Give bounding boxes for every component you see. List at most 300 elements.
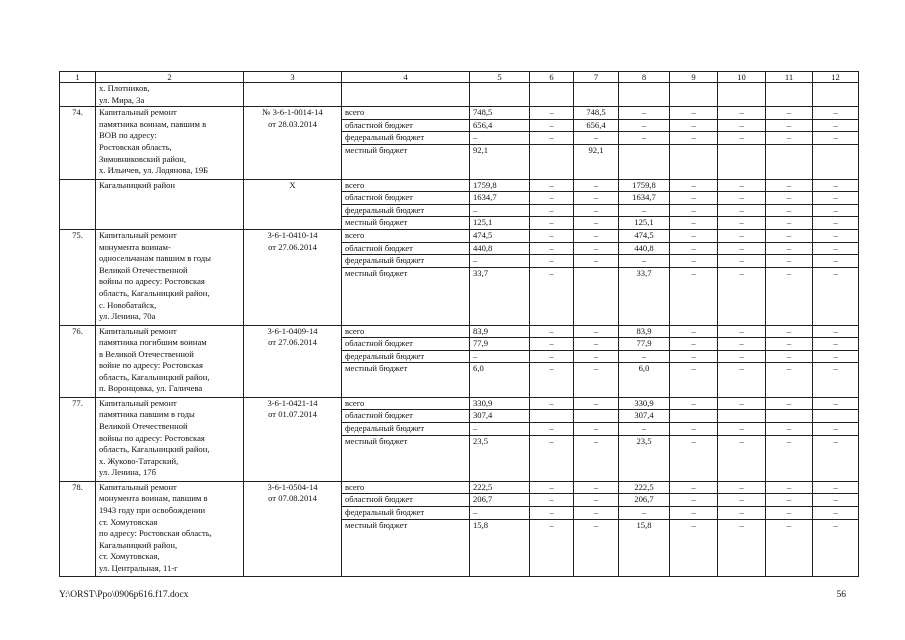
- year-value: –: [766, 363, 813, 398]
- document-reference: [244, 179, 342, 229]
- budget-row: [60, 179, 859, 192]
- total-value: 440,8: [470, 242, 530, 255]
- year-value: –: [530, 338, 574, 351]
- description-line: ст. Хомутовская: [99, 516, 158, 527]
- year-value: –: [574, 363, 619, 398]
- document-reference: [244, 107, 342, 179]
- year-value: –: [530, 242, 574, 255]
- description-line: Кагальницкий район: [99, 179, 175, 190]
- year-value: –: [718, 192, 766, 205]
- year-value: –: [718, 350, 766, 363]
- year-value: –: [530, 132, 574, 145]
- description-line: ст. Хомутовская,: [99, 551, 160, 562]
- funding-source: областной бюджет: [342, 119, 470, 132]
- year-value: –: [530, 435, 574, 481]
- funding-source: местный бюджет: [342, 519, 470, 577]
- funding-source: местный бюджет: [342, 267, 470, 325]
- year-value: –: [813, 494, 859, 507]
- year-value: –: [766, 229, 813, 242]
- total-value: 125,1: [470, 217, 530, 230]
- year-value: 83,9: [619, 325, 670, 338]
- year-value: –: [718, 325, 766, 338]
- total-value: 656,4: [470, 119, 530, 132]
- document-line: № 3-6-1-0014-14: [262, 107, 323, 118]
- year-value: [766, 144, 813, 179]
- year-value: –: [574, 179, 619, 192]
- year-value: –: [766, 350, 813, 363]
- funding-source: всего: [342, 325, 470, 338]
- description-line: ул. Ленина, 17б: [99, 467, 156, 478]
- year-value: 6,0: [619, 363, 670, 398]
- year-value: –: [670, 507, 718, 520]
- description-line: монумента воинам, павшим в: [99, 493, 208, 504]
- funding-source: федеральный бюджет: [342, 507, 470, 520]
- column-number: 11: [766, 72, 813, 83]
- year-value: –: [813, 242, 859, 255]
- year-value: –: [766, 338, 813, 351]
- year-value: –: [670, 325, 718, 338]
- year-value: –: [813, 423, 859, 436]
- funding-source: областной бюджет: [342, 242, 470, 255]
- year-value: –: [530, 107, 574, 120]
- document-line: от 01.07.2014: [268, 409, 317, 420]
- funding-source: местный бюджет: [342, 435, 470, 481]
- year-value: –: [530, 119, 574, 132]
- total-value: –: [470, 132, 530, 145]
- total-value: 307,4: [470, 410, 530, 423]
- year-value: –: [718, 481, 766, 494]
- year-value: –: [530, 397, 574, 410]
- year-value: –: [670, 397, 718, 410]
- year-value: –: [574, 435, 619, 481]
- year-value: –: [619, 119, 670, 132]
- object-description: [96, 397, 244, 481]
- year-value: [718, 144, 766, 179]
- document-reference: [244, 325, 342, 397]
- object-description: [96, 325, 244, 397]
- budget-table: [59, 71, 859, 577]
- description-line: область, Кагальницкий район,: [99, 371, 210, 382]
- year-value: –: [574, 481, 619, 494]
- entry-number: 78.: [60, 481, 96, 577]
- year-value: –: [813, 179, 859, 192]
- year-value: –: [813, 229, 859, 242]
- column-number: 12: [813, 72, 859, 83]
- year-value: –: [766, 494, 813, 507]
- year-value: –: [718, 363, 766, 398]
- year-value: –: [718, 204, 766, 217]
- year-value: –: [670, 435, 718, 481]
- year-value: [619, 144, 670, 179]
- year-value: 440,8: [619, 242, 670, 255]
- year-value: –: [574, 519, 619, 577]
- document-line: 3-6-1-0421-14: [267, 397, 318, 408]
- total-value: 23,5: [470, 435, 530, 481]
- object-description: [96, 107, 244, 179]
- year-value: –: [670, 350, 718, 363]
- year-value: –: [530, 267, 574, 325]
- year-value: –: [813, 192, 859, 205]
- total-value: 92,1: [470, 144, 530, 179]
- year-value: –: [718, 217, 766, 230]
- year-value: –: [766, 179, 813, 192]
- column-number: 5: [470, 72, 530, 83]
- document-line: 3-6-1-0410-14: [267, 229, 318, 240]
- description-line: монумента воинам-: [99, 241, 171, 252]
- year-value: –: [766, 267, 813, 325]
- year-value: –: [574, 423, 619, 436]
- year-value: –: [530, 423, 574, 436]
- year-value: –: [619, 107, 670, 120]
- funding-source: местный бюджет: [342, 217, 470, 230]
- year-value: –: [813, 325, 859, 338]
- funding-source: всего: [342, 107, 470, 120]
- year-value: –: [766, 325, 813, 338]
- year-value: 1759,8: [619, 179, 670, 192]
- total-value: –: [470, 255, 530, 268]
- year-value: –: [574, 338, 619, 351]
- year-value: –: [574, 229, 619, 242]
- year-value: –: [766, 242, 813, 255]
- funding-source: федеральный бюджет: [342, 350, 470, 363]
- year-value: –: [813, 217, 859, 230]
- year-value: –: [670, 242, 718, 255]
- year-value: [718, 410, 766, 423]
- year-value: [670, 410, 718, 423]
- year-value: –: [718, 519, 766, 577]
- year-value: –: [766, 204, 813, 217]
- description-line: памятника погибшим воинам: [99, 337, 207, 348]
- document-reference: [244, 397, 342, 481]
- year-value: 474,5: [619, 229, 670, 242]
- year-value: –: [530, 325, 574, 338]
- year-value: –: [574, 242, 619, 255]
- funding-source: областной бюджет: [342, 410, 470, 423]
- document-line: от 27.06.2014: [268, 337, 317, 348]
- year-value: –: [813, 507, 859, 520]
- description-line: Капитальный ремонт: [99, 107, 177, 118]
- funding-source: федеральный бюджет: [342, 204, 470, 217]
- year-value: –: [670, 107, 718, 120]
- column-number: 6: [530, 72, 574, 83]
- description-line: Капитальный ремонт: [99, 229, 177, 240]
- year-value: 656,4: [574, 119, 619, 132]
- year-value: –: [670, 179, 718, 192]
- funding-source: федеральный бюджет: [342, 255, 470, 268]
- entry-number: 76.: [60, 325, 96, 397]
- year-value: –: [813, 397, 859, 410]
- year-value: –: [718, 435, 766, 481]
- year-value: –: [530, 519, 574, 577]
- year-value: –: [813, 519, 859, 577]
- total-value: 83,9: [470, 325, 530, 338]
- year-value: –: [718, 494, 766, 507]
- description-line: по адресу: Ростовская область,: [99, 528, 212, 539]
- entry-number: 77.: [60, 397, 96, 481]
- year-value: –: [670, 255, 718, 268]
- document-line: от 28.03.2014: [268, 118, 317, 129]
- year-value: –: [670, 423, 718, 436]
- document-reference: [244, 481, 342, 577]
- year-value: –: [670, 132, 718, 145]
- funding-source: областной бюджет: [342, 338, 470, 351]
- year-value: –: [718, 132, 766, 145]
- description-line: ул. Центральная, 11-г: [99, 563, 178, 574]
- document-line: Х: [289, 179, 296, 190]
- description-line: х. Плотников,: [99, 83, 150, 93]
- year-value: –: [574, 350, 619, 363]
- funding-source: областной бюджет: [342, 192, 470, 205]
- year-value: –: [766, 423, 813, 436]
- funding-source: всего: [342, 481, 470, 494]
- year-value: [670, 144, 718, 179]
- year-value: –: [670, 494, 718, 507]
- column-number: 2: [96, 72, 244, 83]
- description-line: памятника павшим в годы: [99, 409, 195, 420]
- year-value: 748,5: [574, 107, 619, 120]
- year-value: [530, 144, 574, 179]
- year-value: –: [718, 229, 766, 242]
- year-value: –: [766, 132, 813, 145]
- year-value: [574, 267, 619, 325]
- year-value: –: [574, 132, 619, 145]
- column-number: 3: [244, 72, 342, 83]
- funding-source: всего: [342, 397, 470, 410]
- year-value: 330,9: [619, 397, 670, 410]
- year-value: –: [813, 338, 859, 351]
- year-value: –: [813, 350, 859, 363]
- year-value: –: [619, 255, 670, 268]
- document-reference: [244, 229, 342, 325]
- document-line: 3-6-1-0409-14: [267, 325, 318, 336]
- year-value: –: [530, 192, 574, 205]
- year-value: –: [718, 107, 766, 120]
- description-line: х. Жуково-Татарский,: [99, 455, 179, 466]
- year-value: –: [670, 229, 718, 242]
- year-value: –: [670, 338, 718, 351]
- object-description: [96, 481, 244, 577]
- total-value: 748,5: [470, 107, 530, 120]
- year-value: 125,1: [619, 217, 670, 230]
- funding-source: федеральный бюджет: [342, 132, 470, 145]
- description-line: область, Кагальницкий район,: [99, 287, 210, 298]
- year-value: 222,5: [619, 481, 670, 494]
- year-value: –: [619, 507, 670, 520]
- year-value: 92,1: [574, 144, 619, 179]
- year-value: –: [530, 229, 574, 242]
- document-line: от 07.08.2014: [268, 493, 317, 504]
- year-value: –: [619, 423, 670, 436]
- year-value: –: [766, 481, 813, 494]
- description-line: памятника воинам, павшим в: [99, 118, 207, 129]
- year-value: –: [530, 179, 574, 192]
- entry-number: 75.: [60, 229, 96, 325]
- year-value: –: [619, 204, 670, 217]
- description-line: ул. Ленина, 70а: [99, 311, 156, 322]
- column-number: 7: [574, 72, 619, 83]
- description-line: войне по адресу: Ростовская: [99, 360, 203, 371]
- year-value: –: [813, 363, 859, 398]
- year-value: [766, 410, 813, 423]
- year-value: 206,7: [619, 494, 670, 507]
- total-value: 206,7: [470, 494, 530, 507]
- funding-source: федеральный бюджет: [342, 423, 470, 436]
- year-value: 1634,7: [619, 192, 670, 205]
- year-value: –: [574, 192, 619, 205]
- object-description: [96, 229, 244, 325]
- year-value: –: [670, 192, 718, 205]
- page-number: 56: [836, 590, 846, 600]
- year-value: 77,9: [619, 338, 670, 351]
- year-value: –: [718, 423, 766, 436]
- year-value: 15,8: [619, 519, 670, 577]
- description-line: односельчанам павшим в годы: [99, 253, 211, 264]
- year-value: –: [670, 217, 718, 230]
- column-number: 10: [718, 72, 766, 83]
- total-value: 474,5: [470, 229, 530, 242]
- column-number: 9: [670, 72, 718, 83]
- year-value: –: [670, 363, 718, 398]
- column-number: 4: [342, 72, 470, 83]
- year-value: –: [718, 255, 766, 268]
- year-value: –: [766, 217, 813, 230]
- total-value: 330,9: [470, 397, 530, 410]
- year-value: –: [619, 132, 670, 145]
- year-value: –: [813, 132, 859, 145]
- description-line: х. Ильичев, ул. Лодянова, 19Б: [99, 165, 209, 176]
- column-number-row: [60, 72, 859, 83]
- total-value: 222,5: [470, 481, 530, 494]
- year-value: –: [766, 507, 813, 520]
- year-value: –: [813, 204, 859, 217]
- year-value: –: [619, 350, 670, 363]
- year-value: –: [574, 255, 619, 268]
- year-value: –: [813, 255, 859, 268]
- year-value: –: [718, 267, 766, 325]
- year-value: [530, 410, 574, 423]
- year-value: 33,7: [619, 267, 670, 325]
- year-value: –: [813, 481, 859, 494]
- year-value: [813, 144, 859, 179]
- year-value: 23,5: [619, 435, 670, 481]
- description-line: ул. Мира, 3а: [99, 94, 145, 105]
- budget-row: [60, 229, 859, 242]
- year-value: –: [718, 119, 766, 132]
- continuation-row: [60, 83, 859, 107]
- year-value: –: [813, 435, 859, 481]
- year-value: –: [530, 481, 574, 494]
- year-value: –: [670, 204, 718, 217]
- year-value: –: [718, 179, 766, 192]
- object-description: [96, 83, 244, 107]
- description-line: Зимовниковский район,: [99, 153, 187, 164]
- description-line: войны по адресу: Ростовская: [99, 276, 205, 287]
- year-value: –: [766, 255, 813, 268]
- year-value: –: [574, 325, 619, 338]
- budget-row: [60, 397, 859, 410]
- year-value: –: [530, 255, 574, 268]
- year-value: –: [718, 397, 766, 410]
- object-description: [96, 179, 244, 229]
- entry-number: 74.: [60, 107, 96, 179]
- year-value: –: [530, 350, 574, 363]
- year-value: –: [718, 507, 766, 520]
- year-value: –: [670, 119, 718, 132]
- year-value: –: [813, 267, 859, 325]
- column-number: 8: [619, 72, 670, 83]
- description-line: Великой Отечественной: [99, 264, 188, 275]
- year-value: 307,4: [619, 410, 670, 423]
- year-value: –: [766, 435, 813, 481]
- year-value: [813, 410, 859, 423]
- document-line: от 27.06.2014: [268, 241, 317, 252]
- description-line: в Великой Отечественной: [99, 348, 194, 359]
- description-line: войны по адресу: Ростовская: [99, 432, 205, 443]
- year-value: [574, 410, 619, 423]
- description-line: Великой Отечественной: [99, 421, 188, 432]
- budget-row: [60, 481, 859, 494]
- description-line: Капитальный ремонт: [99, 397, 177, 408]
- year-value: –: [766, 397, 813, 410]
- year-value: –: [766, 107, 813, 120]
- funding-source: всего: [342, 229, 470, 242]
- total-value: –: [470, 507, 530, 520]
- description-line: область, Кагальницкий район,: [99, 444, 210, 455]
- year-value: –: [766, 519, 813, 577]
- funding-source: местный бюджет: [342, 363, 470, 398]
- total-value: 15,8: [470, 519, 530, 577]
- description-line: Кагальницкий район,: [99, 539, 178, 550]
- year-value: –: [574, 507, 619, 520]
- total-value: 77,9: [470, 338, 530, 351]
- total-value: 1634,7: [470, 192, 530, 205]
- total-value: –: [470, 423, 530, 436]
- year-value: –: [530, 204, 574, 217]
- column-number: 1: [60, 72, 96, 83]
- entry-number: [60, 179, 96, 229]
- document-file-path: Y:\ORST\Ppo\0906p616.f17.docx: [59, 590, 189, 600]
- year-value: –: [718, 242, 766, 255]
- year-value: –: [813, 107, 859, 120]
- funding-source: местный бюджет: [342, 144, 470, 179]
- total-value: 1759,8: [470, 179, 530, 192]
- total-value: 6,0: [470, 363, 530, 398]
- budget-row: [60, 107, 859, 120]
- year-value: –: [574, 397, 619, 410]
- total-value: –: [470, 350, 530, 363]
- year-value: –: [670, 267, 718, 325]
- description-line: Капитальный ремонт: [99, 481, 177, 492]
- year-value: –: [530, 507, 574, 520]
- document-line: 3-6-1-0504-14: [267, 481, 318, 492]
- description-line: ВОВ по адресу:: [99, 130, 157, 141]
- funding-source: всего: [342, 179, 470, 192]
- year-value: –: [813, 119, 859, 132]
- year-value: –: [766, 192, 813, 205]
- year-value: –: [530, 363, 574, 398]
- description-line: 1943 году при освобождении: [99, 505, 206, 516]
- budget-row: [60, 325, 859, 338]
- year-value: –: [766, 119, 813, 132]
- total-value: 33,7: [470, 267, 530, 325]
- description-line: Капитальный ремонт: [99, 325, 177, 336]
- description-line: с. Новобатайск,: [99, 299, 157, 310]
- year-value: –: [574, 494, 619, 507]
- year-value: –: [530, 494, 574, 507]
- year-value: –: [670, 519, 718, 577]
- year-value: –: [530, 217, 574, 230]
- year-value: –: [574, 204, 619, 217]
